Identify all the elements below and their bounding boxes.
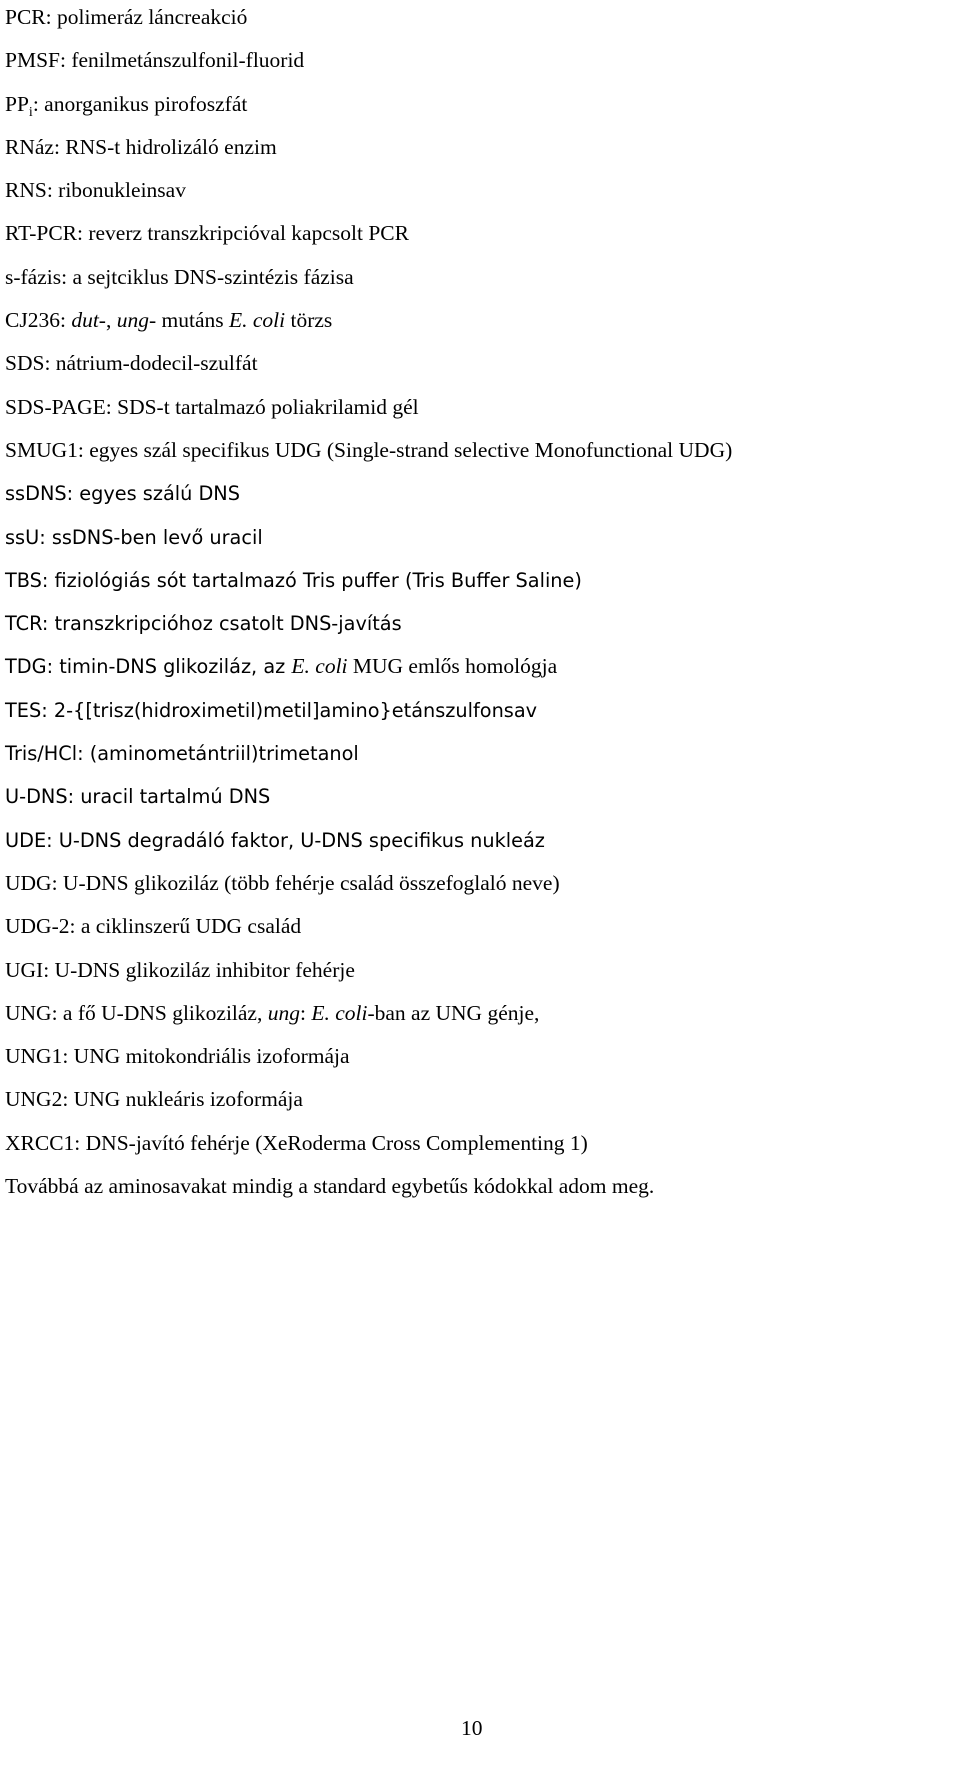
abbreviation-entry [5,212,732,255]
abbreviation-entry [5,39,732,82]
entry-text: Tris/HCl: (aminometántriil)trimetanol [5,742,359,766]
abbreviation-entry [5,732,732,775]
entry-text: UNG: a fő U-DNS glikoziláz, [5,1000,268,1025]
abbreviation-entry [5,1078,732,1121]
entry-text: UDG: U-DNS glikoziláz (több fehérje család összefoglaló neve) [5,870,560,895]
entry-text: PCR: polimeráz láncreakció [5,5,248,29]
entry-text: CJ236: [5,308,72,333]
entry-text: UDG-2: a ciklinszerű UDG család [5,914,302,939]
abbreviation-entry [5,386,732,429]
entry-text: MUG emlős homológja [347,654,558,679]
abbreviation-entry [5,905,732,948]
italic-term: E. coli [228,308,286,333]
entry-text: ssDNS: egyes szálú DNS [5,482,240,506]
abbreviation-entry [5,1122,732,1165]
entry-text: RNS: ribonukleinsav [5,178,186,203]
abbreviation-entry [5,775,732,818]
abbreviation-entry [5,602,732,645]
entry-text: SDS: nátrium-dodecil-szulfát [5,351,258,376]
italic-term: dut- [71,308,106,333]
subscript: i [28,104,33,120]
entry-text: XRCC1: DNS-javító fehérje (XeRoderma Cross Complementing 1) [5,1130,588,1155]
entry-text: Továbbá az aminosavakat mindig a standard egybetűs kódokkal adom meg. [5,1174,655,1199]
abbreviation-entry [5,83,732,126]
abbreviation-entry [5,689,732,732]
entry-text: ssU: ssDNS-ben levő uracil [5,525,263,549]
italic-term: ung [267,1000,300,1025]
entry-text: mutáns [156,308,229,333]
entry-text: TCR: transzkripcióhoz csatolt DNS-javítás [5,612,402,636]
abbreviation-entry [5,819,732,862]
abbreviation-entry [5,559,732,602]
entry-text: törzs [285,308,333,333]
entry-text: s-fázis: a sejtciklus DNS-szintézis fázisa [5,264,354,289]
abbreviation-entry [5,992,732,1035]
entry-text: RT-PCR: reverz transzkripcióval kapcsolt PCR [5,221,409,246]
abbreviation-entry [5,0,732,39]
entry-text: TDG: timin-DNS glikoziláz, az [5,655,292,679]
entry-text: UNG1: UNG mitokondriális izoformája [5,1044,350,1069]
abbreviation-entry [5,645,732,688]
abbreviation-entry [5,1165,732,1208]
abbreviation-entry [5,472,732,515]
entry-text: , [105,308,117,333]
abbreviation-entry [5,126,732,169]
entry-text: : [299,1000,312,1025]
entry-text: U-DNS: uracil tartalmú DNS [5,785,271,809]
abbreviation-entry [5,299,732,342]
abbreviation-entry [5,862,732,905]
abbreviation-list [5,0,732,1208]
abbreviation-entry [5,342,732,385]
entry-text: PP [5,91,29,116]
abbreviation-entry [5,256,732,299]
entry-text: : anorganikus pirofoszfát [32,91,248,116]
entry-text: UDE: U-DNS degradáló faktor, U-DNS specifikus nukleáz [5,828,545,852]
abbreviation-entry [5,1035,732,1078]
abbreviation-entry [5,169,732,212]
abbreviation-entry [5,949,732,992]
entry-text: PMSF: fenilmetánszulfonil-fluorid [5,48,305,73]
entry-text: UGI: U-DNS glikoziláz inhibitor fehérje [5,957,355,982]
entry-text: TES: 2-{[trisz(hidroximetil)metil]amino}etánszulfonsav [5,698,538,722]
entry-text: TBS: fiziológiás sót tartalmazó Tris puffer (Tris Buffer Saline) [5,568,582,592]
entry-text: SMUG1: egyes szál specifikus UDG (Single-strand selective Monofunctional UDG) [5,437,733,462]
page-number: 10 [461,1716,483,1740]
italic-term: ung- [116,308,157,333]
abbreviation-entry [5,516,732,559]
italic-term: E. coli [311,1000,368,1025]
entry-text: UNG2: UNG nukleáris izoformája [5,1087,303,1112]
entry-text: SDS-PAGE: SDS-t tartalmazó poliakrilamid gél [5,394,419,419]
abbreviation-entry [5,429,732,472]
italic-term: E. coli [291,654,348,679]
entry-text: -ban az UNG génje, [367,1000,540,1025]
entry-text: RNáz: RNS-t hidrolizáló enzim [5,134,277,159]
